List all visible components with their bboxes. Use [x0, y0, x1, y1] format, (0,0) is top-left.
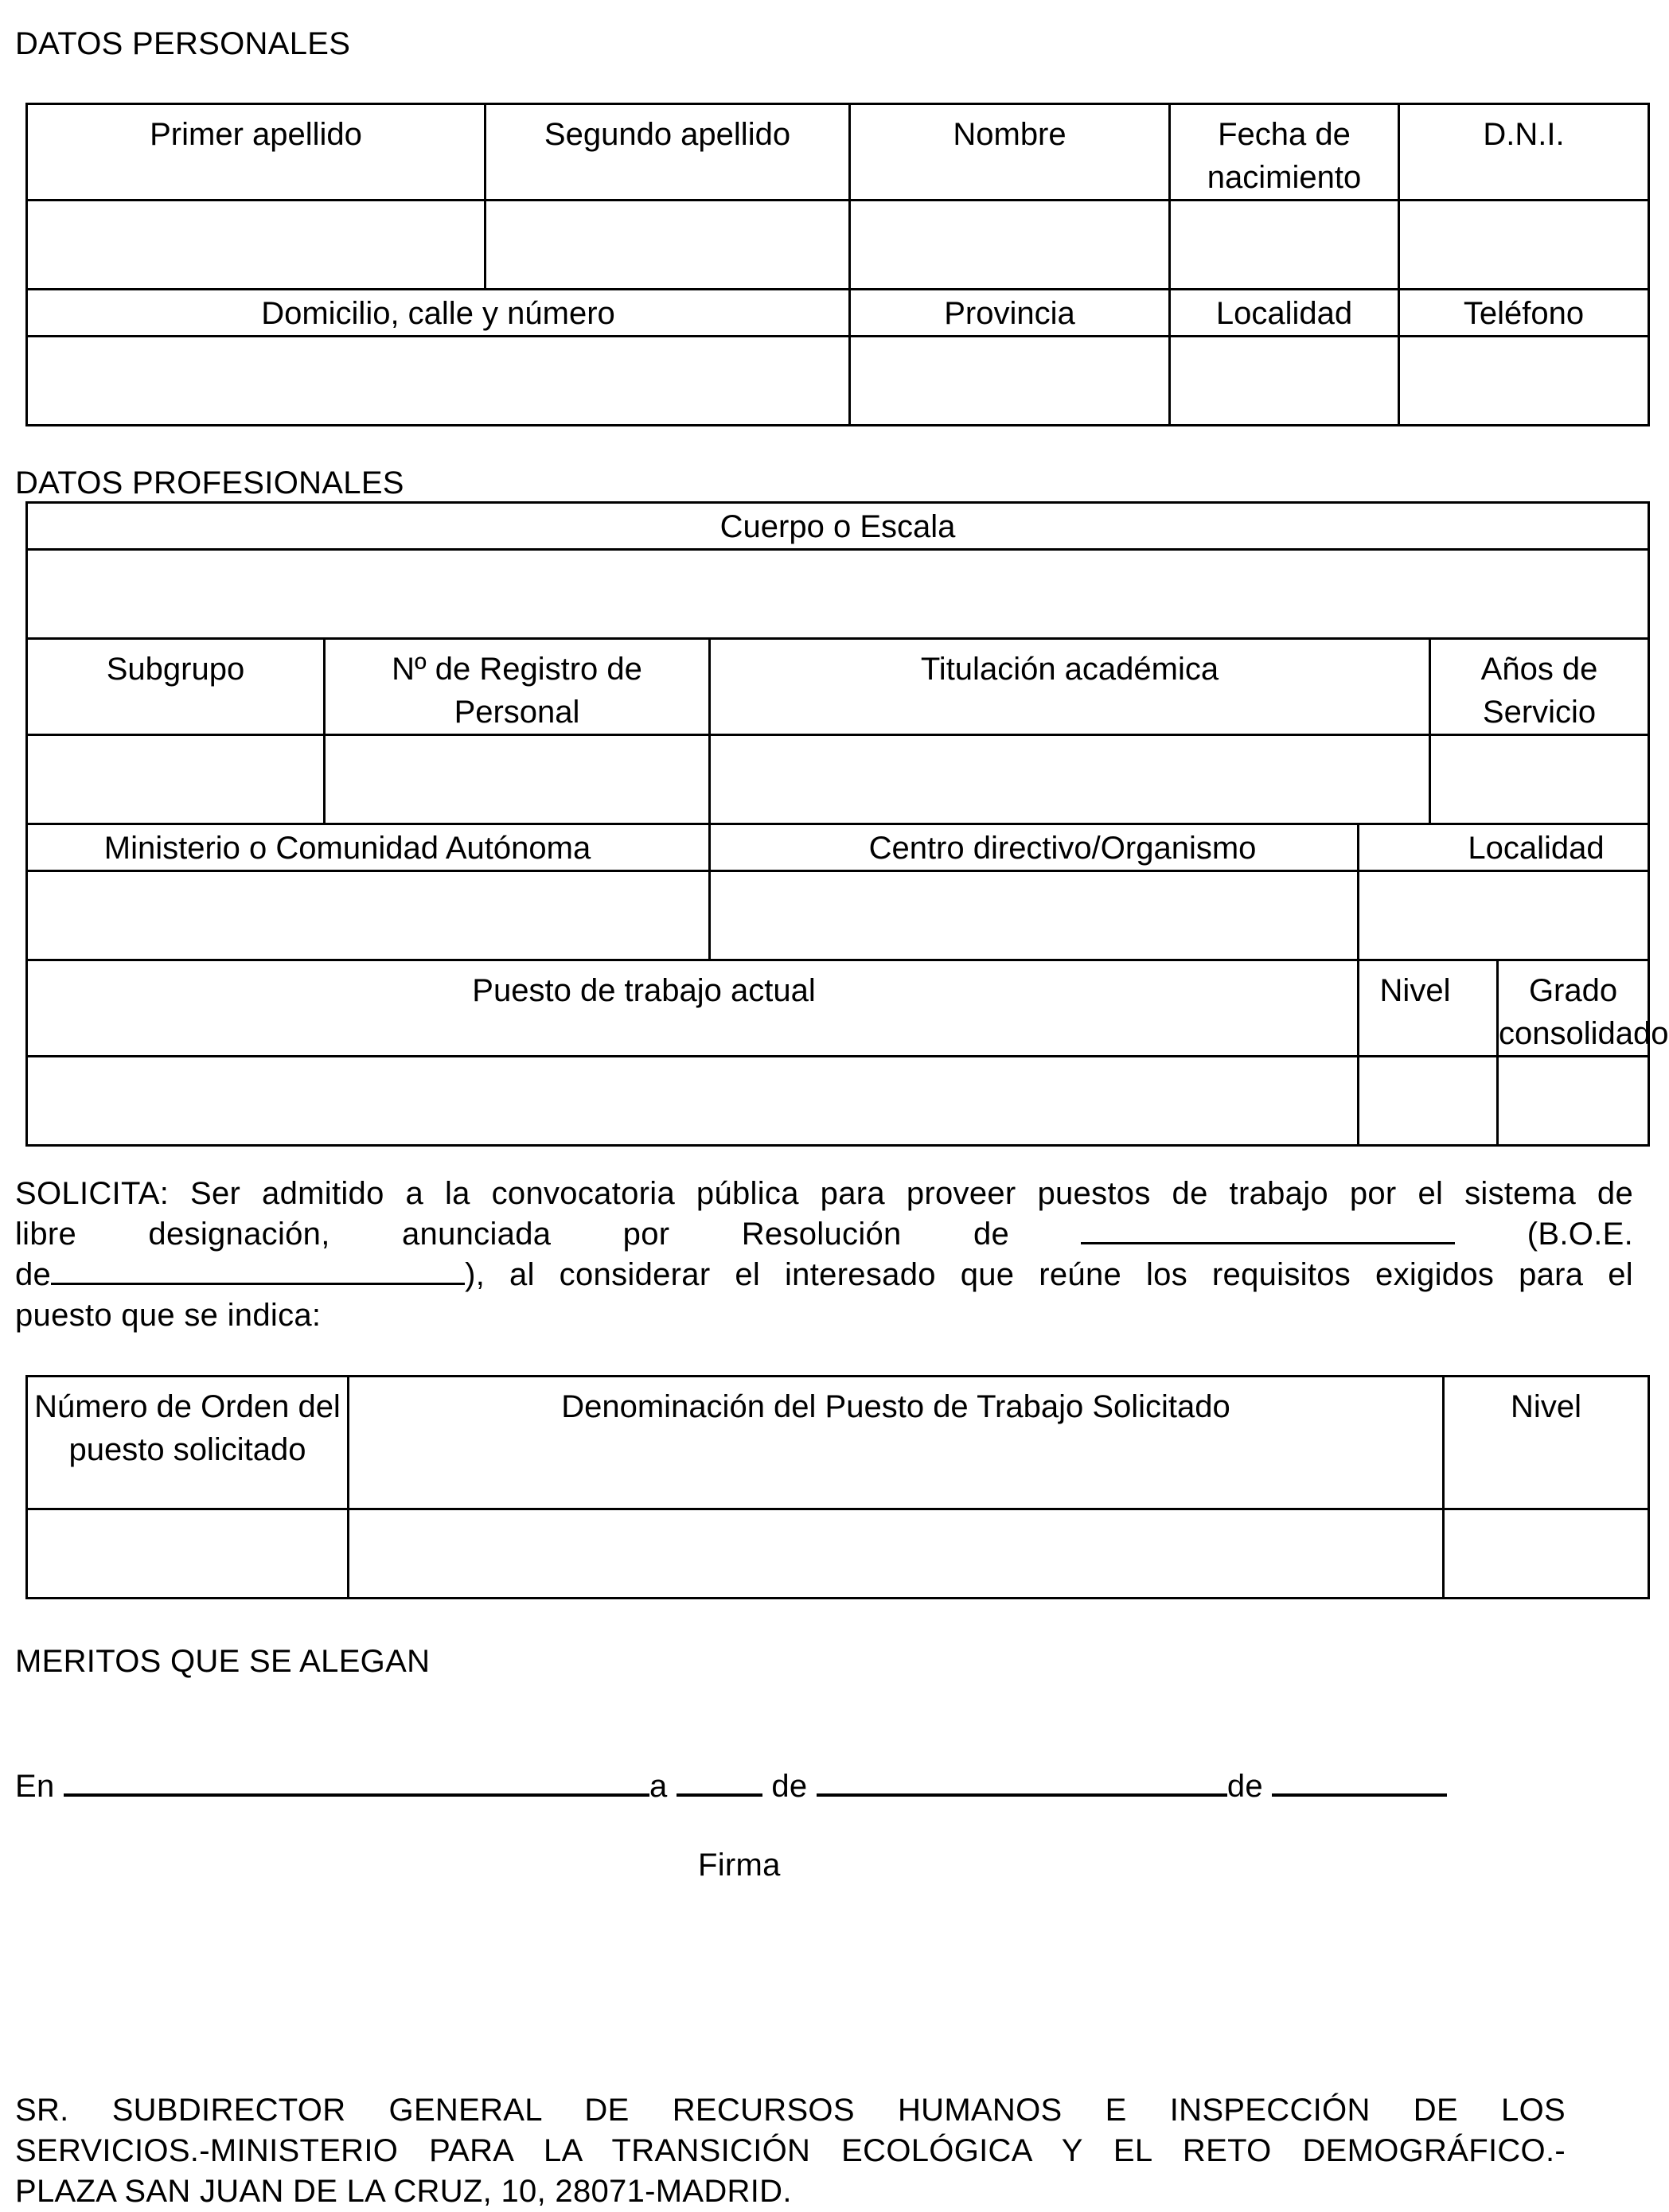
header-fecha-nacimiento: Fecha de nacimiento — [1170, 104, 1399, 201]
solicita-line-3 — [15, 1255, 1633, 1295]
field-localidad-prof[interactable] — [1359, 871, 1649, 960]
solicita-line-2 — [15, 1214, 1633, 1255]
place-blank[interactable] — [64, 1766, 649, 1797]
header-cuerpo-escala: Cuerpo o Escala — [27, 503, 1649, 550]
address-line-2: SERVICIOS.-MINISTERIO PARA LA TRANSICIÓN ECOLÓGICA Y EL RETO DEMOGRÁFICO.- — [15, 2133, 1566, 2168]
field-cuerpo-escala[interactable] — [27, 550, 1649, 639]
header-nivel-solicitado: Nivel — [1444, 1377, 1649, 1509]
field-primer-apellido[interactable] — [27, 201, 485, 290]
solicita-line-1: SOLICITA: Ser admitido a la convocatoria pública para proveer puestos de trabajo por el sistema de — [15, 1176, 1633, 1211]
header-titulacion: Titulación académica — [710, 639, 1430, 735]
resolucion-date-blank[interactable] — [1081, 1215, 1455, 1244]
section-title-meritos: MERITOS QUE SE ALEGAN — [15, 1644, 431, 1679]
puesto-solicitado-table — [25, 1375, 1650, 1599]
solicita-paragraph — [15, 1174, 1633, 1336]
en-label: En — [15, 1769, 55, 1804]
field-fecha-nacimiento[interactable] — [1170, 201, 1399, 290]
solicita-line-3-text: ), al considerar el interesado que reúne los requisitos exigidos para el — [465, 1257, 1633, 1292]
field-grado-consolidado[interactable] — [1498, 1057, 1649, 1146]
field-telefono[interactable] — [1399, 337, 1649, 426]
header-centro-directivo: Centro directivo/Organismo — [710, 824, 1359, 871]
address-block — [15, 2090, 1566, 2212]
firma-label: Firma — [698, 1848, 781, 1883]
solicita-line-2-text: libre designación, anunciada por Resolución de — [15, 1217, 1010, 1252]
header-denominacion-puesto: Denominación del Puesto de Trabajo Solicitado — [349, 1377, 1444, 1509]
header-primer-apellido: Primer apellido — [27, 104, 485, 201]
de-year-label: de — [1226, 1769, 1263, 1804]
header-anos-servicio: Años de Servicio — [1430, 639, 1649, 735]
header-localidad-prof: Localidad — [1359, 824, 1649, 871]
boe-date-blank[interactable] — [51, 1256, 465, 1285]
header-segundo-apellido: Segundo apellido — [485, 104, 850, 201]
field-provincia[interactable] — [850, 337, 1170, 426]
de-label: de — [15, 1257, 52, 1292]
header-nivel: Nivel — [1359, 960, 1498, 1057]
field-nivel-solicitado[interactable] — [1444, 1509, 1649, 1599]
field-dni[interactable] — [1399, 201, 1649, 290]
year-blank[interactable] — [1272, 1766, 1447, 1797]
de-month-label: de — [771, 1769, 808, 1804]
field-segundo-apellido[interactable] — [485, 201, 850, 290]
address-line-3: PLAZA SAN JUAN DE LA CRUZ, 10, 28071-MADRID. — [15, 2174, 792, 2209]
header-provincia: Provincia — [850, 290, 1170, 337]
section-title-personal: DATOS PERSONALES — [15, 26, 351, 61]
section-title-professional: DATOS PROFESIONALES — [15, 465, 404, 500]
field-nombre[interactable] — [850, 201, 1170, 290]
field-subgrupo[interactable] — [27, 735, 325, 824]
field-denominacion-puesto[interactable] — [349, 1509, 1444, 1599]
header-nombre: Nombre — [850, 104, 1170, 201]
header-localidad: Localidad — [1170, 290, 1399, 337]
month-blank[interactable] — [817, 1766, 1227, 1797]
day-blank[interactable] — [677, 1766, 762, 1797]
header-grado-consolidado: Grado consolidado — [1498, 960, 1649, 1057]
field-puesto-actual[interactable] — [27, 1057, 1359, 1146]
header-puesto-actual: Puesto de trabajo actual — [27, 960, 1359, 1057]
field-titulacion[interactable] — [710, 735, 1430, 824]
address-line-1: SR. SUBDIRECTOR GENERAL DE RECURSOS HUMANOS E INSPECCIÓN DE LOS — [15, 2093, 1566, 2128]
header-domicilio: Domicilio, calle y número — [27, 290, 850, 337]
personal-data-table — [25, 103, 1650, 426]
field-centro-directivo[interactable] — [710, 871, 1359, 960]
field-numero-orden[interactable] — [27, 1509, 349, 1599]
header-subgrupo: Subgrupo — [27, 639, 325, 735]
header-ministerio: Ministerio o Comunidad Autónoma — [27, 824, 710, 871]
field-registro-personal[interactable] — [325, 735, 710, 824]
solicita-line-4: puesto que se indica: — [15, 1298, 322, 1333]
header-telefono: Teléfono — [1399, 290, 1649, 337]
boe-label: (B.O.E. — [1527, 1217, 1633, 1252]
field-localidad[interactable] — [1170, 337, 1399, 426]
field-anos-servicio[interactable] — [1430, 735, 1649, 824]
field-nivel[interactable] — [1359, 1057, 1498, 1146]
a-label: a — [649, 1769, 668, 1804]
date-place-line — [15, 1766, 1447, 1804]
field-ministerio[interactable] — [27, 871, 710, 960]
header-registro-personal: Nº de Registro de Personal — [325, 639, 710, 735]
professional-data-table — [25, 501, 1669, 1147]
field-domicilio[interactable] — [27, 337, 850, 426]
header-numero-orden: Número de Orden del puesto solicitado — [27, 1377, 349, 1509]
header-dni: D.N.I. — [1399, 104, 1649, 201]
